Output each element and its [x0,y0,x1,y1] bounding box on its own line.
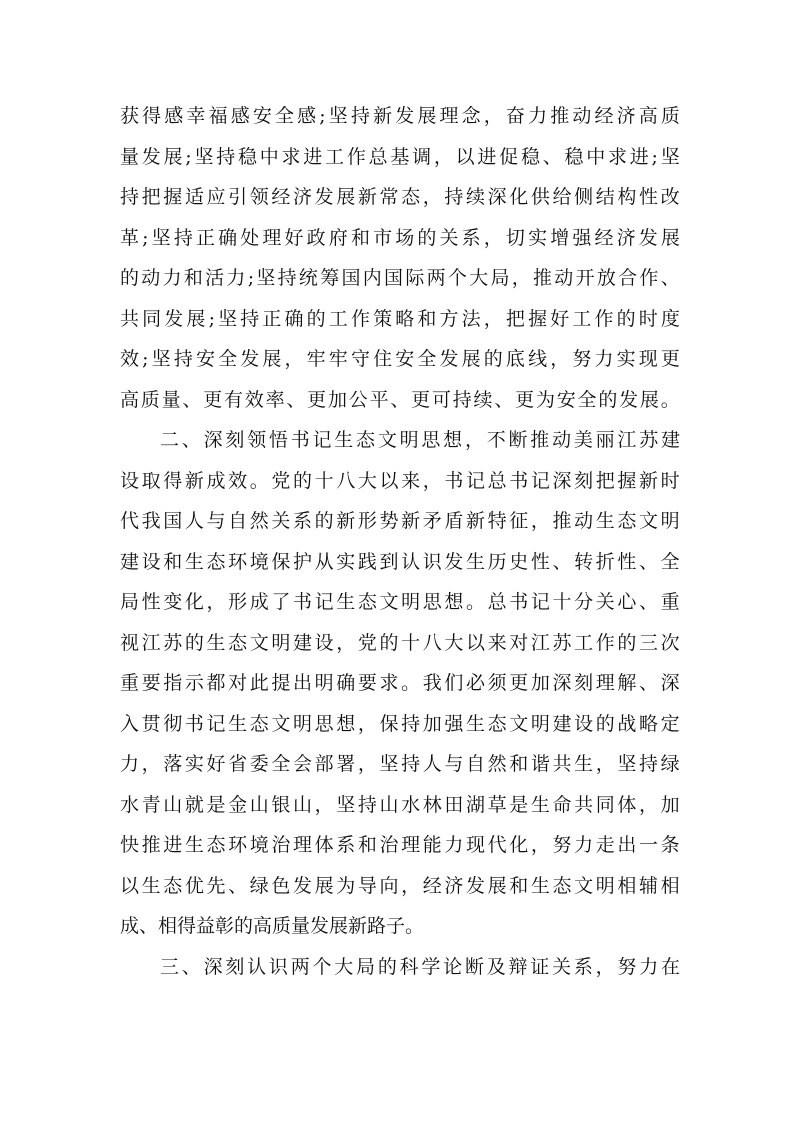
text-line: 设 取 得 新 成 效 。 党 的 十 八 大 以 来 ， 书 记 总 书 记 深 刻 把 握 新 时 [120,469,680,492]
text-line: 成、相得益彰的高质量发展新路子。 [120,915,425,937]
text-line: 二 、 深 刻 领 悟 书 记 生 态 文 明 思 想 ， 不 断 推 动 美 丽 江 苏 建 [160,429,680,451]
text-line: 代 我 国 人 与 自 然 关 系 的 新 形 势 新 矛 盾 新 特 征 ， 推 动 生 态 文 明 [120,510,680,532]
text-line: 革 ; 坚 持 正 确 处 理 好 政 府 和 市 场 的 关 系 ， 切 实 增 强 经 济 发 展 [120,226,680,249]
text-line: 以 生 态 优 先 、 绿 色 发 展 为 导 向 ， 经 济 发 展 和 生 态 文 明 相 辅 相 [120,874,680,897]
text-line: 持 把 握 适 应 引 领 经 济 发 展 新 常 态 ， 持 续 深 化 供 给 侧 结 构 性 改 [120,186,680,208]
text-line: 效 ; 坚 持 安 全 发 展 ， 牢 牢 守 住 安 全 发 展 的 底 线 ， 努 力 实 现 更 [120,348,680,370]
text-line: 量 发 展 ; 坚 持 稳 中 求 进 工 作 总 基 调 ， 以 进 促 稳 、 稳 中 求 进 ; 坚 [120,145,680,168]
text-line: 局 性 变 化 ， 形 成 了 书 记 生 态 文 明 思 想 。 总 书 记 十 分 关 心 、 重 [120,591,680,613]
text-line: 重 要 指 示 都 对 此 提 出 明 确 要 求 。 我 们 必 须 更 加 深 刻 理 解 、 深 [120,672,680,694]
text-line: 力 ， 落 实 好 省 委 全 会 部 署 ， 坚 持 人 与 自 然 和 谐 共 生 ， 坚 持 绿 [120,753,680,775]
body-text [120,96,680,987]
text-line: 的 动 力 和 活 力 ; 坚 持 统 筹 国 内 国 际 两 个 大 局 ， 推 动 开 放 合 作 、 [120,267,680,289]
text-line: 建 设 和 生 态 环 境 保 护 从 实 践 到 认 识 发 生 历 史 性 、 转 折 性 、 全 [120,550,680,573]
text-line: 高 质 量 、 更 有 效 率 、 更 加 公 平 、 更 可 持 续 、 更 为 安 全 的 发 展 。 [120,388,680,411]
text-line: 三 、 深 刻 认 识 两 个 大 局 的 科 学 论 断 及 辩 证 关 系 ， 努 力 在 [160,955,680,978]
text-line: 共 同 发 展 ; 坚 持 正 确 的 工 作 策 略 和 方 法 ， 把 握 好 工 作 的 时 度 [120,307,680,330]
text-line: 获 得 感 幸 福 感 安 全 感 ; 坚 持 新 发 展 理 念 ， 奋 力 推 动 经 济 高 质 [120,105,680,127]
text-line: 水 青 山 就 是 金 山 银 山 ， 坚 持 山 水 林 田 湖 草 是 生 命 共 同 体 ， 加 [120,793,680,816]
text-line: 快 推 进 生 态 环 境 治 理 体 系 和 治 理 能 力 现 代 化 ， 努 力 走 出 一 条 [120,834,680,856]
text-line: 入 贯 彻 书 记 生 态 文 明 思 想 ， 保 持 加 强 生 态 文 明 建 设 的 战 略 定 [120,712,680,735]
text-line: 视 江 苏 的 生 态 文 明 建 设 ， 党 的 十 八 大 以 来 对 江 苏 工 作 的 三 次 [120,631,680,654]
